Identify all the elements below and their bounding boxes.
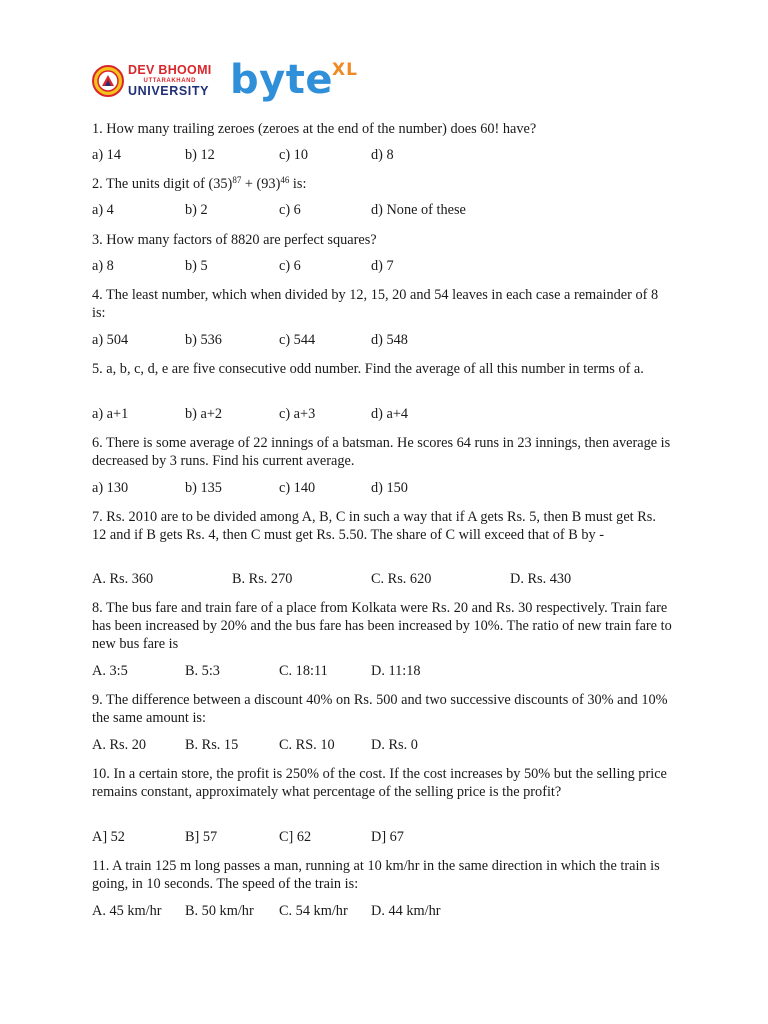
option-7a: A. Rs. 360 bbox=[92, 571, 154, 587]
question-8: 8. The bus fare and train fare of a place from Kolkata were Rs. 20 and Rs. 30 respectively. Train fare has been increased by 20% and the bus fare has been increased by 10%. The ratio of new train fare to new bus fare is bbox=[92, 600, 672, 652]
option-3a: a) 8 bbox=[92, 258, 114, 274]
question-10: 10. In a certain store, the profit is 250% of the cost. If the cost increases by 50% but the selling price remains constant, approximately what percentage of the selling price is the profit? bbox=[92, 766, 667, 800]
option-8b: B. 5:3 bbox=[185, 663, 220, 679]
question-7: 7. Rs. 2010 are to be divided among A, B, C in such a way that if A gets Rs. 5, then B must get Rs. 12 and if B gets Rs. 4, then C must get Rs. 5.50. The share of C will exceed that of B by - bbox=[92, 509, 656, 543]
options-11 bbox=[92, 903, 672, 921]
option-2d: d) None of these bbox=[371, 202, 466, 218]
option-10c: C] 62 bbox=[279, 829, 312, 845]
question-4: 4. The least number, which when divided by 12, 15, 20 and 54 leaves in each case a remainder of 8 is: bbox=[92, 287, 659, 321]
option-5d: d) a+4 bbox=[371, 406, 409, 422]
option-4d: d) 548 bbox=[371, 332, 408, 348]
question-3: 3. How many factors of 8820 are perfect squares? bbox=[92, 232, 377, 248]
header-logos bbox=[92, 57, 392, 108]
bytexl-logo-word: byte bbox=[230, 57, 333, 103]
bytexl-logo bbox=[230, 57, 358, 103]
option-2c: c) 6 bbox=[279, 202, 301, 218]
option-3b: b) 5 bbox=[185, 258, 208, 274]
option-8a: A. 3:5 bbox=[92, 663, 128, 679]
options-7 bbox=[92, 571, 672, 589]
options-3 bbox=[92, 258, 672, 276]
option-2a: a) 4 bbox=[92, 202, 114, 218]
option-3c: c) 6 bbox=[279, 258, 301, 274]
exponent-46: 46 bbox=[280, 175, 290, 185]
option-6a: a) 130 bbox=[92, 480, 129, 496]
option-9c: C. RS. 10 bbox=[279, 737, 335, 753]
options-10 bbox=[92, 829, 672, 847]
option-5b: b) a+2 bbox=[185, 406, 223, 422]
options-1 bbox=[92, 147, 672, 165]
question-5: 5. a, b, c, d, e are five consecutive odd number. Find the average of all this number in terms of a. bbox=[92, 361, 644, 377]
option-2b: b) 2 bbox=[185, 202, 208, 218]
options-2 bbox=[92, 202, 672, 220]
option-7c: C. Rs. 620 bbox=[371, 571, 432, 587]
option-9a: A. Rs. 20 bbox=[92, 737, 147, 753]
university-name-line2: UTTARAKHAND bbox=[143, 77, 197, 84]
exponent-87: 87 bbox=[232, 175, 242, 185]
option-1d: d) 8 bbox=[371, 147, 394, 163]
option-4a: a) 504 bbox=[92, 332, 129, 348]
option-1c: c) 10 bbox=[279, 147, 308, 163]
option-5a: a) a+1 bbox=[92, 406, 129, 422]
options-5 bbox=[92, 406, 672, 424]
option-8c: C. 18:11 bbox=[279, 663, 328, 679]
question-1: 1. How many trailing zeroes (zeroes at the end of the number) does 60! have? bbox=[92, 121, 537, 137]
option-1a: a) 14 bbox=[92, 147, 121, 163]
option-4b: b) 536 bbox=[185, 332, 222, 348]
option-1b: b) 12 bbox=[185, 147, 215, 163]
option-7b: B. Rs. 270 bbox=[232, 571, 293, 587]
bytexl-logo-superscript: XL bbox=[332, 60, 358, 80]
option-7d: D. Rs. 430 bbox=[510, 571, 572, 587]
option-4c: c) 544 bbox=[279, 332, 316, 348]
option-8d: D. 11:18 bbox=[371, 663, 421, 679]
option-5c: c) a+3 bbox=[279, 406, 316, 422]
question-11: 11. A train 125 m long passes a man, running at 10 km/hr in the same direction in which the train is going, in 10 seconds. The speed of the train is: bbox=[92, 858, 660, 892]
options-8 bbox=[92, 663, 672, 681]
question-6: 6. There is some average of 22 innings of a batsman. He scores 64 runs in 23 innings, then average is decreased by 3 runs. Find his current average. bbox=[92, 435, 671, 469]
option-6c: c) 140 bbox=[279, 480, 316, 496]
option-9d: D. Rs. 0 bbox=[371, 737, 418, 753]
option-11d: D. 44 km/hr bbox=[371, 903, 441, 919]
university-emblem-icon bbox=[92, 65, 124, 97]
question-9: 9. The difference between a discount 40% on Rs. 500 and two successive discounts of 30% and 10% the same amount is: bbox=[92, 692, 668, 726]
university-logo bbox=[92, 64, 212, 97]
option-6d: d) 150 bbox=[371, 480, 408, 496]
options-6 bbox=[92, 480, 672, 498]
option-11c: C. 54 km/hr bbox=[279, 903, 348, 919]
option-6b: b) 135 bbox=[185, 480, 222, 496]
option-11a: A. 45 km/hr bbox=[92, 903, 162, 919]
option-10d: D] 67 bbox=[371, 829, 404, 845]
option-3d: d) 7 bbox=[371, 258, 394, 274]
options-4 bbox=[92, 332, 672, 350]
university-name-line1: DEV BHOOMI bbox=[128, 63, 212, 77]
university-name-line3: UNIVERSITY bbox=[128, 83, 210, 98]
question-2: 2. The units digit of $(35)^{87} + (93)^{46}$ is: bbox=[92, 175, 307, 192]
options-9 bbox=[92, 737, 672, 755]
option-10b: B] 57 bbox=[185, 829, 218, 845]
option-10a: A] 52 bbox=[92, 829, 125, 845]
option-11b: B. 50 km/hr bbox=[185, 903, 254, 919]
option-9b: B. Rs. 15 bbox=[185, 737, 239, 753]
